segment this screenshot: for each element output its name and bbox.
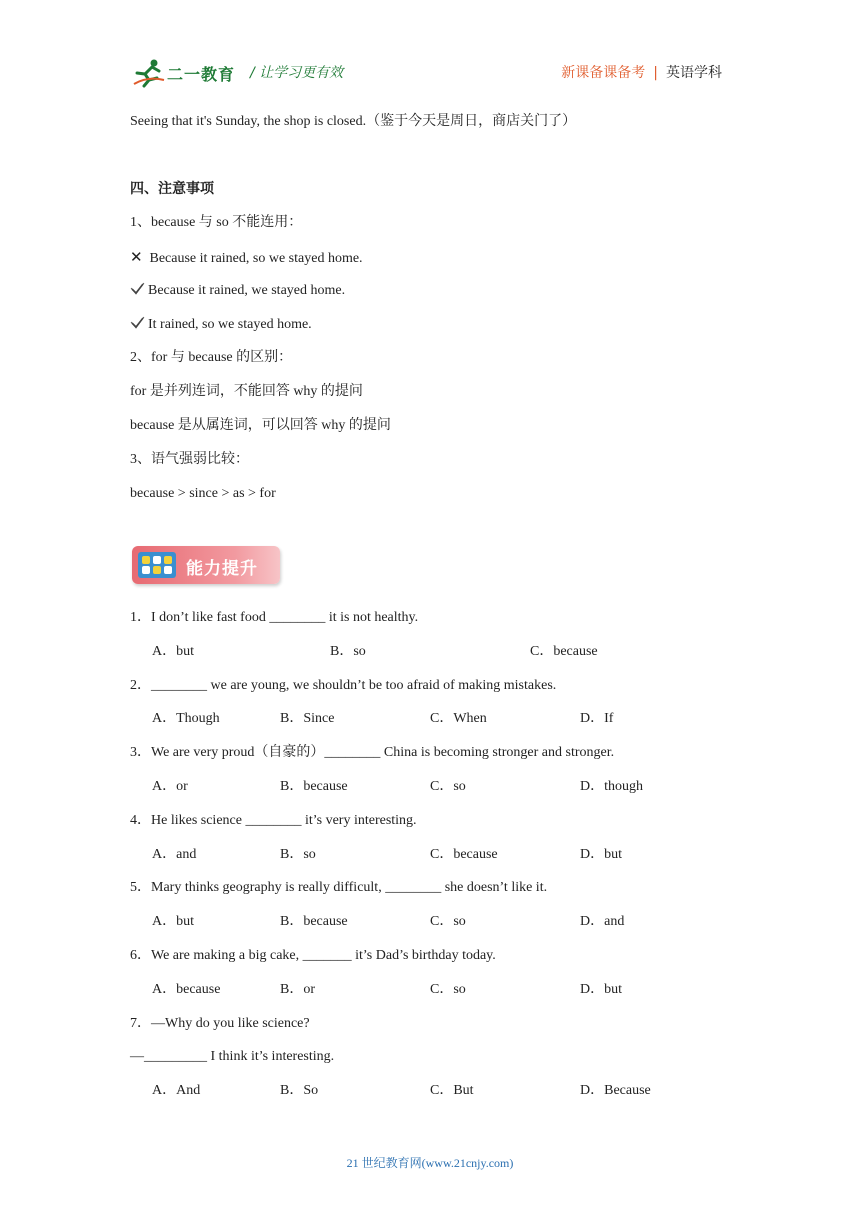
question-5-option-d: D．and (580, 914, 625, 929)
question-1-option-c: C．because (530, 644, 598, 659)
banner-label: 能力提升 (186, 559, 258, 579)
question-4-option-d: D．but (580, 847, 622, 862)
question-4-option-c: C．because (430, 847, 498, 862)
page-footer: 21 世纪教育网(www.21cnjy.com) (346, 1156, 514, 1170)
right-example-1: Because it rained, we stayed home. (148, 283, 346, 298)
cross-icon: ✕ (130, 248, 143, 266)
question-3-option-a: A．or (152, 779, 188, 794)
note-item-3: 3、语气强弱比较： (130, 452, 249, 467)
ability-banner (132, 546, 280, 584)
question-5: 5．Mary thinks geography is really difficult, ________ she doesn’t like it. (130, 880, 548, 895)
wrong-example: Because it rained, so we stayed home. (149, 251, 363, 266)
question-1-option-a: A．but (152, 644, 194, 659)
right-example-row-1 (130, 282, 345, 300)
question-7-option-d: D．Because (580, 1083, 651, 1098)
question-3-option-d: D．though (580, 779, 643, 794)
right-example-2: It rained, so we stayed home. (148, 317, 312, 332)
question-7: 7．—Why do you like science? (130, 1016, 310, 1031)
question-6-option-c: C．so (430, 982, 466, 997)
question-6: 6．We are making a big cake, _______ it’s Dad’s birthday today. (130, 948, 496, 963)
question-5-option-c: C．so (430, 914, 466, 929)
question-1-option-b: B．so (330, 644, 366, 659)
wrong-example-row (130, 248, 363, 268)
question-2-option-c: C．When (430, 711, 487, 726)
header-course-label: 新课备课备考 (561, 65, 646, 81)
header-separator: | (653, 65, 658, 81)
question-7-option-a: A．And (152, 1083, 201, 1098)
question-6-option-b: B．or (280, 982, 315, 997)
question-2-option-d: D．If (580, 711, 614, 726)
header-subject (561, 62, 722, 82)
question-7-reply: —_________ I think it’s interesting. (130, 1049, 335, 1064)
checkmark-icon (130, 316, 145, 330)
question-5-option-a: A．but (152, 914, 194, 929)
for-description: for 是并列连词，不能回答 why 的提问 (130, 384, 363, 399)
strength-order: because > since > as > for (130, 486, 276, 501)
note-item-1: 1、because 与 so 不能连用： (130, 215, 303, 230)
people-board-icon (138, 552, 176, 578)
section-heading: 四、注意事项 (130, 181, 214, 197)
right-example-row-2 (130, 316, 312, 334)
question-2-option-a: A．Though (152, 711, 220, 726)
logo (132, 58, 242, 90)
because-description: because 是从属连词，可以回答 why 的提问 (130, 418, 391, 433)
question-6-option-d: D．but (580, 982, 622, 997)
runner-logo-icon (132, 58, 166, 88)
question-3-option-c: C．so (430, 779, 466, 794)
note-item-2: 2、for 与 because 的区别： (130, 350, 293, 365)
question-1: 1．I don’t like fast food ________ it is not healthy. (130, 610, 419, 625)
page-header (0, 0, 860, 100)
question-4: 4．He likes science ________ it’s very interesting. (130, 813, 417, 828)
question-2: 2．________ we are young, we shouldn’t be too afraid of making mistakes. (130, 678, 557, 693)
logo-text: 二一教育 (167, 65, 236, 84)
question-5-option-b: B．because (280, 914, 348, 929)
intro-example: Seeing that it's Sunday, the shop is closed.（鉴于今天是周日，商店关门了） (130, 114, 577, 129)
header-slogan: / 让学习更有效 (250, 65, 344, 81)
question-4-option-a: A．and (152, 847, 197, 862)
question-3: 3．We are very proud（自豪的）________ China is becoming stronger and stronger. (130, 745, 615, 760)
question-7-option-b: B．So (280, 1083, 319, 1098)
question-2-option-b: B．Since (280, 711, 335, 726)
question-7-option-c: C．But (430, 1083, 474, 1098)
question-6-option-a: A．because (152, 982, 221, 997)
question-3-option-b: B．because (280, 779, 348, 794)
header-subject-label: 英语学科 (666, 65, 722, 81)
checkmark-icon (130, 282, 145, 296)
question-4-option-b: B．so (280, 847, 316, 862)
